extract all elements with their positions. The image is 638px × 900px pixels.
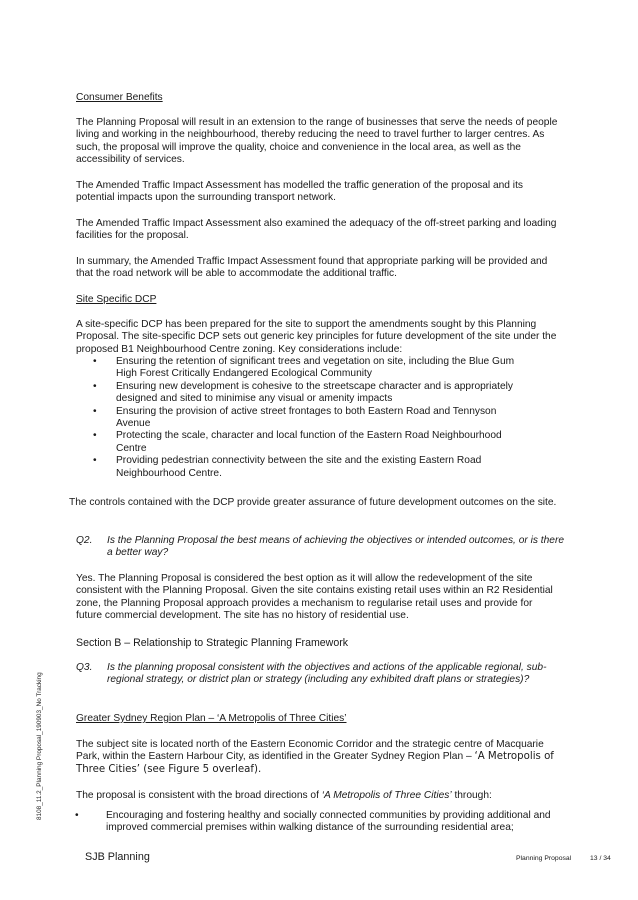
greater-sydney-para-2: The proposal is consistent with the broad directions of ‘A Metropolis of Three Cities’ through: — [76, 790, 492, 801]
greater-sydney-heading: Greater Sydney Region Plan – ‘A Metropolis of Three Cities’ — [76, 713, 347, 724]
question-number: Q2. — [76, 535, 93, 546]
footer-page-number: 13 / 34 — [590, 855, 611, 862]
consumer-benefits-para-3: The Amended Traffic Impact Assessment also examined the adequacy of the off-street parking and loading facilities for the proposal. — [76, 218, 557, 242]
footer-company: SJB Planning — [85, 851, 150, 863]
file-reference-note: 8108_11.2_Planning Proposal_190903_No Tracking — [36, 672, 43, 820]
q2-answer: Yes. The Planning Proposal is considered the best option as it will allow the redevelopment of the site consistent with the Planning Proposal. Given the site contains existing retail uses within an R2 Residential zone, the Planning Proposal approach provides a mechanism to regularise retail uses and provide for future commercial development. The site has no history of residential use. — [76, 573, 553, 622]
question-text: Is the Planning Proposal the best means of achieving the objectives or intended outcomes, or is there a better way? — [107, 535, 565, 559]
question-number: Q3. — [76, 662, 93, 673]
site-specific-dcp-intro: A site-specific DCP has been prepared for the site to support the amendments sought by this Planning Proposal. The site-specific DCP sets out generic key principles for future development of the site under the proposed B1 Neighbourhood Centre zoning. Key considerations include: — [76, 319, 557, 355]
consumer-benefits-heading: Consumer Benefits — [76, 92, 163, 103]
question-q2 — [76, 535, 568, 561]
list-item: • Ensuring the provision of active street frontages to both Eastern Road and Tennyson Avenue — [93, 405, 497, 430]
list-item: • Ensuring new development is cohesive to the streetscape character and is appropriately designed and sited to minimise any visual or amenity impacts — [93, 380, 513, 405]
dcp-considerations-list — [89, 356, 519, 480]
dcp-closing-paragraph: The controls contained with the DCP provide greater assurance of future development outcomes on the site. — [69, 497, 557, 508]
consumer-benefits-para-2: The Amended Traffic Impact Assessment has modelled the traffic generation of the proposal and its potential impacts upon the surrounding transport network. — [76, 180, 523, 204]
section-b-title: Section B – Relationship to Strategic Planning Framework — [76, 637, 349, 649]
question-text: Is the planning proposal consistent with the objectives and actions of the applicable regional, sub-regional strategy, or district plan or strategy (including any exhibited draft plans or strategies)? — [107, 662, 547, 686]
greater-sydney-bullet: • Encouraging and fostering healthy and socially connected communities by providing additional and improved commercial premises within walking distance of the surrounding residential area; — [75, 810, 551, 834]
footer-document-name: Planning Proposal — [516, 855, 572, 862]
consumer-benefits-para-4: In summary, the Amended Traffic Impact Assessment found that appropriate parking will be provided and that the road network will be able to accommodate the additional traffic. — [76, 256, 548, 280]
list-item: • Providing pedestrian connectivity between the site and the existing Eastern Road Neighbourhood Centre. — [93, 455, 482, 479]
question-q3 — [76, 662, 568, 700]
site-specific-dcp-heading: Site Specific DCP — [76, 294, 157, 305]
greater-sydney-para-1: The subject site is located north of the Eastern Economic Corridor and the strategic centre of Macquarie Park, within the Eastern Harbour City, as identified in the Greater Sydney Region Plan – ‘A Metropolis of Three Cities’ (see Figure 5 overleaf). — [76, 739, 554, 775]
consumer-benefits-para-1: The Planning Proposal will result in an extension to the range of businesses that serve the needs of people living and working in the neighbourhood, thereby reducing the need to travel further to larger centres. As such, the proposal will improve the quality, choice and convenience in the local area, as well as the accessibility of services. — [76, 117, 558, 166]
list-item: • Ensuring the retention of significant trees and vegetation on site, including the Blue Gum High Forest Critically Endangered Ecological Community — [93, 356, 515, 380]
list-item: • Protecting the scale, character and local function of the Eastern Road Neighbourhood Centre — [93, 430, 502, 454]
